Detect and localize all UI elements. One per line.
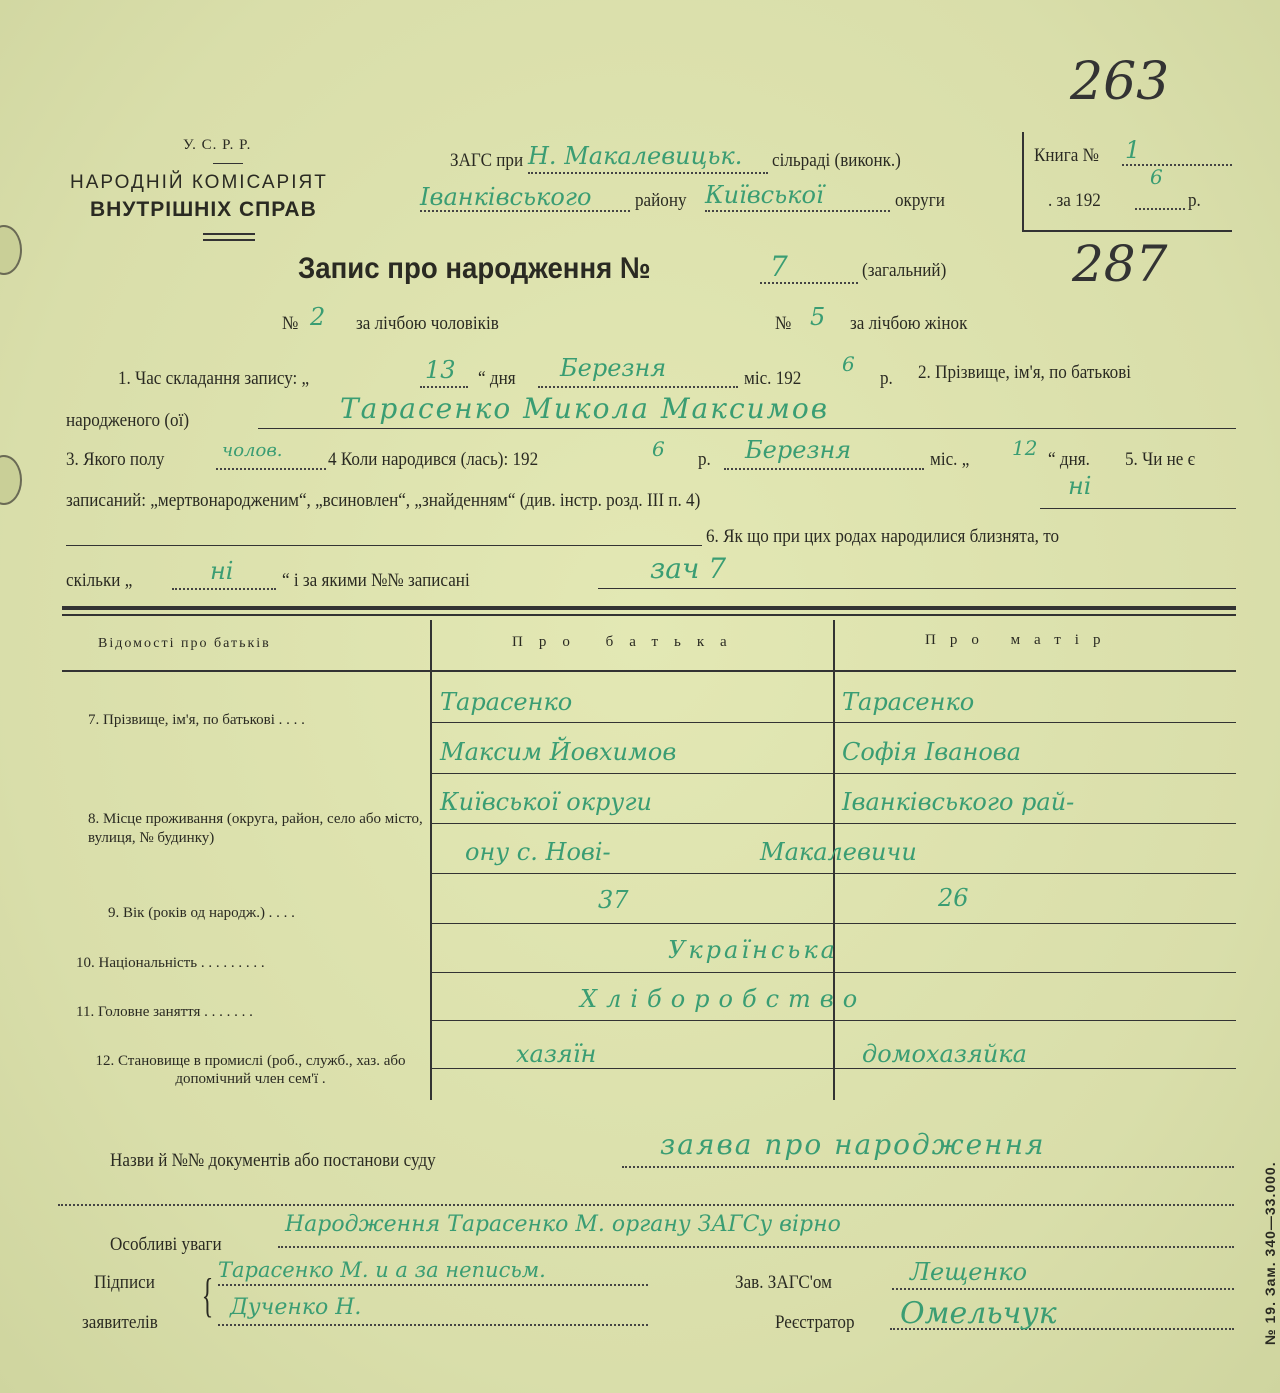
women-count-prefix: № (775, 313, 792, 334)
father-surname: Тарасенко (440, 688, 573, 716)
fill-line (258, 428, 1236, 429)
f4-month-label: міс. „ (930, 449, 970, 470)
mother-name: Софія Іванова (842, 738, 1022, 766)
book-year-label: . за 192 (1048, 190, 1101, 211)
book-year-value: 6 (1150, 165, 1163, 189)
f3-label: 3. Якого полу (66, 449, 165, 470)
fill-line (705, 210, 890, 212)
row-label: 9. Вік (років од народж.) . . . . (108, 905, 295, 921)
men-count-value: 2 (310, 303, 326, 331)
book-label: Книга № (1034, 145, 1099, 166)
birth-day-value: 12 (1012, 436, 1038, 460)
book-box-border (1022, 230, 1232, 232)
divider (203, 239, 255, 241)
documents-label: Назви й №№ документів або постанови суду (110, 1150, 436, 1171)
print-mark: № 19. Зам. 340—33.000. (1262, 1161, 1278, 1345)
row-line (432, 1020, 1236, 1021)
fill-line (420, 386, 468, 388)
row-line (432, 1068, 1236, 1069)
f4-label: 4 Коли народився (лась): 192 (328, 449, 539, 470)
book-number-value: 1 (1125, 136, 1141, 164)
fill-line (528, 172, 768, 174)
fill-line (1122, 164, 1232, 166)
father-status: хазяїн (516, 1040, 597, 1068)
father-age: 37 (598, 886, 629, 914)
zags-head-signature: Лещенко (910, 1258, 1028, 1286)
notes-label: Особливі уваги (110, 1234, 222, 1255)
row-label: 11. Головне заняття . . . . . . . (76, 1004, 253, 1020)
father-residence-2: ону с. Нові- (465, 838, 611, 866)
fill-line (892, 1288, 1234, 1290)
village-council-value: Н. Макалевицьк. (528, 142, 743, 170)
men-count-prefix: № (282, 313, 299, 334)
row-label: 8. Місце проживання (округа, район, село або місто, вулиця, № будинку) (88, 811, 423, 846)
table-border (62, 670, 1236, 672)
column-divider (430, 620, 432, 1100)
record-number-value: 7 (770, 250, 788, 283)
f4-day-label: “ дня. (1048, 449, 1090, 470)
row-line (432, 923, 1236, 924)
f1-year-value: 6 (842, 352, 855, 376)
title-suffix: (загальний) (862, 260, 947, 281)
mother-status: домохазяйка (862, 1040, 1027, 1068)
twins-numbers-value: зач 7 (650, 552, 727, 585)
commissariat-label: НАРОДНІЙ КОМІСАРІЯТ (70, 172, 328, 193)
brace: { (201, 1269, 214, 1322)
f1-day-label: “ дня (478, 368, 516, 389)
fill-line (724, 468, 924, 470)
applicants-label: заявителів (82, 1312, 158, 1333)
f6-label: 6. Як що при цих родах народилися близнята, то (706, 526, 1060, 547)
f1-year-label: р. (880, 368, 893, 389)
documents-value: заява про народження (660, 1128, 1046, 1161)
district-label: району (635, 190, 687, 211)
fill-line (58, 1204, 1234, 1206)
f1-month-value: Березня (560, 354, 667, 382)
f4-year-suffix: р. (698, 449, 711, 470)
child-name-value: Тарасенко Микола Максимов (340, 392, 830, 425)
row-label: 7. Прізвище, ім'я, по батькові . . . . (88, 712, 305, 728)
f1-day-value: 13 (425, 356, 456, 384)
f5b-label: записаний: „мертвонародженим“, „всиновлен“, „знайденням“ (див. інстр. розд. III п. 4) (66, 490, 701, 511)
women-count-value: 5 (810, 303, 826, 331)
row-line (432, 773, 1236, 774)
f5-label: 5. Чи не є (1125, 449, 1196, 470)
village-council-label: сільраді (виконк.) (772, 150, 901, 171)
mother-surname: Тарасенко (842, 688, 975, 716)
archive-number-top: 263 (1070, 52, 1170, 112)
table-border (62, 606, 1236, 610)
row-line (432, 722, 1236, 723)
republic-label: У. С. Р. Р. (183, 137, 252, 153)
zags-label: ЗАГС при (450, 150, 524, 171)
registrar-signature: Омельчук (900, 1296, 1057, 1331)
fill-line (1135, 208, 1185, 210)
row-line (432, 972, 1236, 973)
f1-month-label: міс. 192 (744, 368, 802, 389)
row-line (432, 873, 1236, 874)
fill-line (1040, 508, 1236, 509)
okrug-label: округи (895, 190, 945, 211)
applicant-signature-1: Тарасенко М. и а за неписьм. (218, 1258, 546, 1282)
f2b-label: народженого (ої) (66, 410, 190, 431)
okrug-value: Київської (705, 181, 824, 209)
occupation-value: Хліборобство (580, 985, 867, 1013)
mother-age: 26 (938, 884, 969, 912)
fill-line (172, 588, 276, 590)
fill-line (218, 1284, 648, 1286)
fill-line (622, 1166, 1234, 1168)
fill-line (598, 588, 1236, 589)
applicant-signature-2: Дученко Н. (230, 1295, 362, 1320)
row-label: 12. Становище в промислі (роб., служб., хаз. або допомічний член сем'ї . (95, 1053, 406, 1087)
nationality-value: Українська (668, 936, 838, 964)
punch-hole (0, 455, 22, 505)
father-name: Максим Йовхимов (440, 738, 677, 766)
fill-line (538, 386, 738, 388)
registrar-label: Реєстратор (775, 1312, 855, 1333)
f6-mid-label: “ і за якими №№ записані (282, 570, 470, 591)
mother-residence-2: Макалевичи (760, 838, 917, 866)
mother-residence-1: Іванківського рай- (842, 788, 1075, 816)
f2-label: 2. Прізвище, ім'я, по батькові (918, 362, 1132, 383)
table-border (62, 614, 1236, 616)
twins-count-value: ні (210, 557, 234, 585)
fill-line (278, 1246, 1234, 1248)
sex-value: чолов. (222, 440, 283, 461)
birth-month-value: Березня (745, 436, 852, 464)
archive-number-mid: 287 (1072, 235, 1168, 293)
page-title: Запис про народження № (298, 252, 651, 285)
table-header-mother: Про матір (925, 632, 1115, 648)
fill-line (216, 468, 326, 470)
fill-line (218, 1324, 648, 1326)
signatures-label: Підписи (94, 1272, 155, 1293)
zags-head-label: Зав. ЗАГС'ом (735, 1272, 832, 1293)
district-value: Іванківського (420, 183, 592, 211)
table-header-father: Про батька (512, 634, 743, 650)
department-label: ВНУТРІШНІХ СПРАВ (90, 198, 317, 221)
father-residence-1: Київської округи (440, 788, 652, 816)
book-box-border (1022, 132, 1024, 232)
book-year-suffix: р. (1188, 190, 1201, 211)
f1-label: 1. Час складання запису: „ (118, 368, 310, 389)
f5-value: ні (1068, 472, 1092, 500)
notes-value: Народження Тарасенко М. органу ЗАГСу вірно (285, 1212, 841, 1237)
table-header-info: Відомості про батьків (98, 636, 271, 651)
fill-line (66, 545, 702, 546)
row-line (432, 823, 1236, 824)
birth-year-value: 6 (652, 437, 665, 461)
divider (213, 163, 243, 164)
divider (203, 233, 255, 235)
women-count-label: за лічбою жінок (850, 313, 968, 334)
f6b-label: скільки „ (66, 570, 133, 591)
men-count-label: за лічбою чоловіків (356, 313, 499, 334)
punch-hole (0, 225, 22, 275)
row-label: 10. Національність . . . . . . . . . (76, 955, 265, 971)
